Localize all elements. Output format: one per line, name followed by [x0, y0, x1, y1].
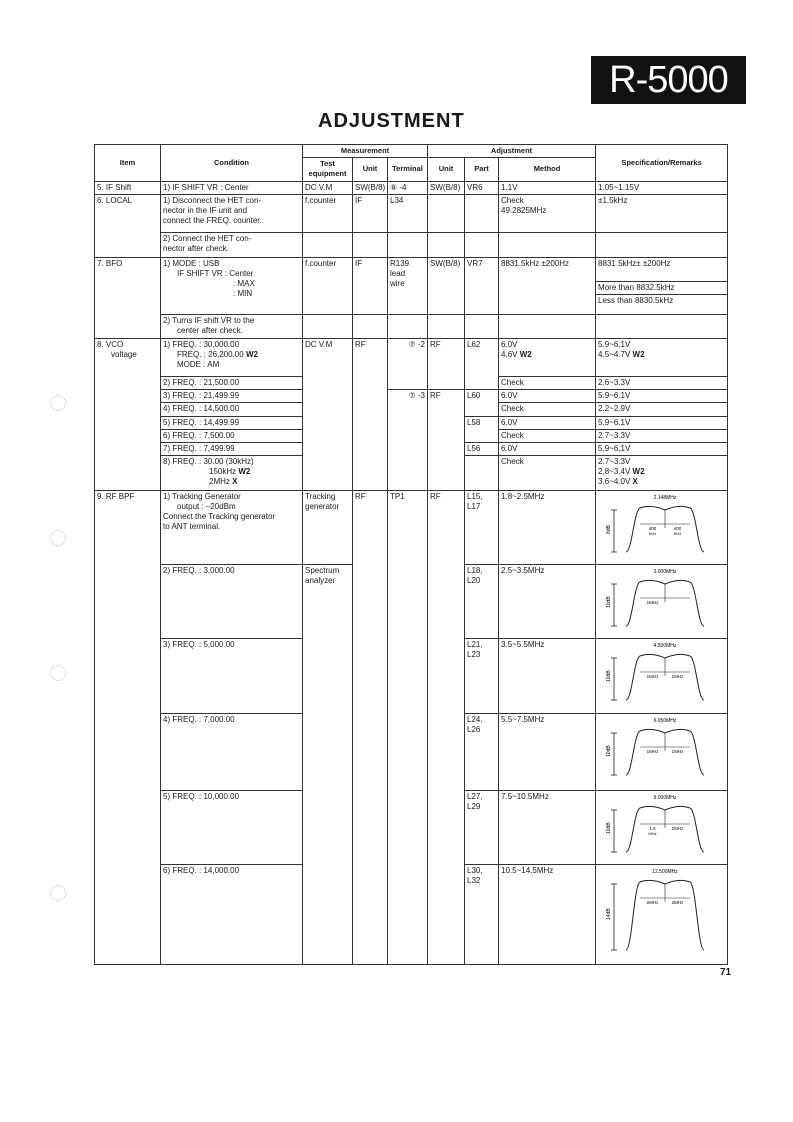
cell — [161, 233, 303, 257]
cell: RF — [428, 490, 465, 964]
text-line: to ANT terminal. — [163, 521, 221, 531]
page-number: 71 — [720, 967, 732, 978]
cell: RF — [353, 490, 388, 964]
cell — [465, 713, 499, 790]
text: 3.6~4.0V — [598, 477, 631, 487]
db-scale-label: 8dB — [606, 524, 613, 534]
adjustment-table — [94, 144, 728, 965]
response-curve-cell — [596, 790, 728, 864]
bandwidth-unit-label: KHz — [673, 530, 682, 536]
cell: 1.1V — [499, 181, 596, 194]
binder-hole — [50, 395, 66, 411]
cell — [161, 257, 303, 314]
item-vco — [95, 339, 161, 491]
text-line: 5.9~6.1V — [598, 340, 631, 350]
cell — [465, 314, 499, 338]
item-bfo: 7. BFO — [95, 257, 161, 338]
cell: 6) FREQ. : 7,500.00 — [161, 429, 303, 442]
cell: Check — [499, 403, 596, 416]
cell: RF — [353, 339, 388, 491]
cell — [388, 233, 428, 257]
cell — [465, 565, 499, 639]
item-local: 6. LOCAL — [95, 194, 161, 257]
db-scale-label: 10dB — [606, 744, 613, 757]
bandwidth-label: 400 — [648, 525, 657, 531]
page-title: ADJUSTMENT — [318, 110, 465, 132]
text: W2 — [519, 350, 532, 360]
text-line: voltage — [111, 350, 137, 360]
text: 2.8~3.4V — [598, 467, 631, 477]
text-line: 6.0V — [501, 340, 518, 350]
header-adj-unit: Unit — [428, 158, 465, 181]
text-line: L29 — [467, 801, 481, 811]
header-measurement: Measurement — [303, 145, 428, 158]
response-curve-cell — [596, 865, 728, 965]
text-line: 1) MODE : USB — [163, 258, 220, 268]
text-line: L21, — [467, 640, 483, 650]
text-line: analyzer — [305, 576, 336, 586]
bandpass-response-graph — [598, 640, 718, 704]
bandwidth-label: 2MHz — [671, 900, 684, 906]
cell — [596, 233, 728, 257]
table-row — [95, 181, 728, 194]
cell — [161, 339, 303, 377]
text-line: nector after check. — [163, 244, 229, 254]
db-scale-label: 10dB — [606, 596, 613, 609]
model-badge: R-5000 — [591, 56, 746, 104]
text-line: 1) FREQ. : 30,000.00 — [163, 340, 240, 350]
cell: 3) FREQ. : 5,000.00 — [161, 639, 303, 713]
text: 2MHz — [209, 477, 230, 487]
bandwidth-label: 2MHz — [671, 825, 684, 831]
cell: 4) FREQ. : 14,500.00 — [161, 403, 303, 416]
text-line: L23 — [467, 650, 481, 660]
text-line: Spectrum — [305, 566, 340, 576]
cell — [465, 490, 499, 564]
cell: Check — [499, 429, 596, 442]
cell — [303, 233, 353, 257]
text-line: 2) Turns IF shift VR to the — [163, 315, 255, 325]
cell: ⑦ -2 — [388, 339, 428, 390]
cell — [161, 314, 303, 338]
cell — [596, 339, 728, 377]
bandwidth-label: 1.5 — [649, 825, 656, 831]
cell: DC V.M — [303, 339, 353, 491]
text-line: 1) Tracking Generator — [163, 491, 241, 501]
cell: ⑦ -3 — [388, 390, 428, 491]
response-curve-cell — [596, 490, 728, 564]
cell — [465, 233, 499, 257]
cell: 4) FREQ. : 7,000.00 — [161, 713, 303, 790]
text-line — [163, 467, 300, 477]
db-scale-label: 10dB — [606, 670, 613, 683]
cell: 2.5~3.5MHz — [499, 565, 596, 639]
cell: VR6 — [465, 181, 499, 194]
cell — [353, 233, 388, 257]
cell: DC V.M — [303, 181, 353, 194]
binder-hole — [50, 665, 66, 681]
center-frequency-label: 9.000MHz — [653, 794, 677, 801]
text: FREQ. : 26,200.00 — [177, 350, 244, 360]
table-row — [95, 339, 728, 377]
text-line: L15, — [467, 491, 483, 501]
cell: 5.9~6.1V — [596, 390, 728, 403]
cell: 2.2~2.9V — [596, 403, 728, 416]
cell — [303, 565, 353, 965]
bandwidth-label: 1MHz — [646, 600, 659, 606]
cell: 10.5~14.5MHz — [499, 865, 596, 965]
cell — [428, 314, 465, 338]
table-row — [95, 314, 728, 338]
text: W2 — [238, 467, 251, 477]
bandpass-response-graph — [598, 792, 718, 856]
cell: L58 — [465, 416, 499, 442]
cell: L62 — [465, 339, 499, 390]
response-curve-cell — [596, 565, 728, 639]
bandwidth-label: 1MHz — [646, 748, 659, 754]
text: X — [632, 477, 638, 487]
text-line: : MAX — [233, 278, 255, 288]
cell: IF — [353, 194, 388, 233]
cell — [353, 314, 388, 338]
cell — [428, 194, 465, 233]
cell — [303, 314, 353, 338]
cell: L60 — [465, 390, 499, 416]
text-line: center after check. — [177, 325, 243, 335]
header-condition: Condition — [161, 145, 303, 182]
text-line: : MIN — [233, 288, 253, 298]
cell: 2) FREQ. : 3,000.00 — [161, 565, 303, 639]
center-frequency-label: 2.148MHz — [653, 494, 677, 501]
cell — [499, 339, 596, 377]
header-terminal: Terminal — [388, 158, 428, 181]
center-frequency-label: 3.000MHz — [653, 569, 677, 576]
table-row — [95, 490, 728, 564]
cell: RF — [428, 339, 465, 390]
item-if-shift: 5. IF Shift — [95, 181, 161, 194]
cell: 1.05~1.15V — [596, 181, 728, 194]
cell: 2) FREQ. : 21,500.00 — [161, 376, 303, 389]
cell — [388, 257, 428, 314]
text-line: Less than 8830.5kHz — [596, 294, 727, 307]
bandwidth-label: 400 — [673, 525, 682, 531]
cell: 5.9~6.1V — [596, 416, 728, 429]
table-row — [95, 257, 728, 314]
cell — [161, 456, 303, 491]
cell — [499, 233, 596, 257]
header-unit: Unit — [353, 158, 388, 181]
binder-hole — [50, 530, 66, 546]
center-frequency-label: 12.500MHz — [652, 869, 678, 876]
text-line — [598, 350, 725, 360]
cell: VR7 — [465, 257, 499, 314]
cell: f.counter — [303, 194, 353, 233]
cell: 7) FREQ. : 7,499.99 — [161, 443, 303, 456]
bandpass-response-graph — [598, 715, 718, 779]
center-frequency-label: 4.500MHz — [653, 643, 677, 650]
cell: 2.7~3.3V — [596, 429, 728, 442]
bandpass-response-graph — [598, 866, 718, 954]
text-line — [163, 350, 300, 360]
cell: 1.8~2.5MHz — [499, 490, 596, 564]
db-scale-label: 10dB — [606, 822, 613, 834]
text-line: Connect the Tracking generator — [163, 511, 276, 521]
text-line: 8. VCO — [97, 340, 124, 350]
cell: 1) IF SHIFT VR : Center — [161, 181, 303, 194]
text-line: L20 — [467, 576, 481, 586]
binder-hole — [50, 885, 66, 901]
text-line: nector in the IF unit and — [163, 205, 248, 215]
text-line: Check — [501, 195, 524, 205]
text-line: output : –20dBm — [177, 501, 236, 511]
cell: RF — [428, 390, 465, 491]
text-line: L24, — [467, 714, 483, 724]
cell — [465, 865, 499, 965]
center-frequency-label: 6.050MHz — [653, 717, 677, 724]
text-line: 49.2825MHz — [501, 205, 547, 215]
cell: Check — [499, 456, 596, 491]
cell — [465, 194, 499, 233]
cell — [161, 194, 303, 233]
cell: 5.5~7.5MHz — [499, 713, 596, 790]
cell: SW(B/8) — [428, 181, 465, 194]
text-line: L17 — [467, 501, 481, 511]
header-item: Item — [95, 145, 161, 182]
text-line: L32 — [467, 876, 481, 886]
bandwidth-label: 1MHz — [646, 674, 659, 680]
cell — [596, 257, 728, 314]
header-adjustment: Adjustment — [428, 145, 596, 158]
cell — [596, 456, 728, 491]
cell: f.counter — [303, 257, 353, 314]
text-line: lead — [390, 268, 406, 278]
text-line: L30, — [467, 866, 483, 876]
cell: L56 — [465, 443, 499, 456]
cell — [388, 314, 428, 338]
text-line — [598, 477, 725, 487]
cell — [428, 233, 465, 257]
cell — [465, 456, 499, 491]
bandpass-response-graph — [598, 566, 718, 630]
cell: 6.0V — [499, 390, 596, 403]
text-line: More than 8832.5kHz — [596, 281, 727, 294]
cell: L34 — [388, 194, 428, 233]
cell — [465, 639, 499, 713]
text-line — [501, 350, 593, 360]
text-line: R139 — [390, 258, 410, 268]
text-line: wire — [390, 278, 405, 288]
response-curve-cell — [596, 713, 728, 790]
text-line: L26 — [467, 724, 481, 734]
text-line: MODE : AM — [177, 360, 220, 370]
text-line: 8831.5kHz± ±200Hz — [598, 258, 671, 268]
bandwidth-label: 2MHz — [646, 900, 659, 906]
cell — [499, 194, 596, 233]
cell: SW(B/8) — [353, 181, 388, 194]
cell: 3) FREQ. : 21,499.99 — [161, 390, 303, 403]
bandpass-response-graph — [598, 492, 718, 556]
cell: Check — [499, 376, 596, 389]
text-line: L18, — [467, 566, 483, 576]
cell: 7.5~10.5MHz — [499, 790, 596, 864]
cell — [303, 490, 353, 564]
cell: ⑧ -4 — [388, 181, 428, 194]
header-part: Part — [465, 158, 499, 181]
text-line: 1) Disconnect the HET con- — [163, 195, 262, 205]
cell: 2.6~3.3V — [596, 376, 728, 389]
text-line: 2.7~3.3V — [598, 457, 631, 467]
cell: ±1.5kHz — [596, 194, 728, 233]
text-line: IF SHIFT VR : Center — [177, 268, 254, 278]
header-method: Method — [499, 158, 596, 181]
text: W2 — [245, 350, 258, 360]
cell — [596, 314, 728, 338]
table-row — [95, 390, 728, 403]
bandwidth-unit-label: MHz — [648, 830, 657, 836]
text-line: connect the FREQ. counter. — [163, 215, 262, 225]
text: 4.6V — [501, 350, 518, 360]
cell: SW(B/8) — [428, 257, 465, 314]
text-line: 8) FREQ. : 30.00 (30kHz) — [163, 457, 254, 467]
text: W2 — [632, 467, 645, 477]
text: W2 — [632, 350, 645, 360]
cell: IF — [353, 257, 388, 314]
text-line — [598, 467, 725, 477]
cell: 6.0V — [499, 443, 596, 456]
cell — [499, 314, 596, 338]
cell — [161, 490, 303, 564]
text: 150kHz — [209, 467, 237, 477]
cell: 5.9~6.1V — [596, 443, 728, 456]
db-scale-label: 14dB — [606, 908, 613, 921]
item-rf-bpf: 9. RF BPF — [95, 490, 161, 964]
table-row — [95, 233, 728, 257]
text-line — [163, 477, 300, 487]
cell: TP1 — [388, 490, 428, 964]
header-test-equipment: Test equipment — [303, 158, 353, 181]
cell: 6) FREQ. : 14,000.00 — [161, 865, 303, 965]
text: X — [232, 477, 238, 487]
cell: 5) FREQ. : 14,499.99 — [161, 416, 303, 429]
bandwidth-label: 1MHz — [671, 748, 684, 754]
text-line: L27, — [467, 791, 483, 801]
cell: 8831.5kHz ±200Hz — [499, 257, 596, 314]
text-line: 2) Connect the HET con- — [163, 234, 252, 244]
text: 4.5~4.7V — [598, 350, 631, 360]
cell: 3.5~5.5MHz — [499, 639, 596, 713]
response-curve-cell — [596, 639, 728, 713]
cell — [465, 790, 499, 864]
header-spec: Specification/Remarks — [596, 145, 728, 182]
cell: 6.0V — [499, 416, 596, 429]
bandwidth-unit-label: KHz — [648, 530, 657, 536]
table-row — [95, 194, 728, 233]
text-line: Tracking — [305, 491, 336, 501]
text-line: generator — [305, 501, 340, 511]
cell: 5) FREQ. : 10,000.00 — [161, 790, 303, 864]
bandwidth-label: 1MHz — [671, 674, 684, 680]
